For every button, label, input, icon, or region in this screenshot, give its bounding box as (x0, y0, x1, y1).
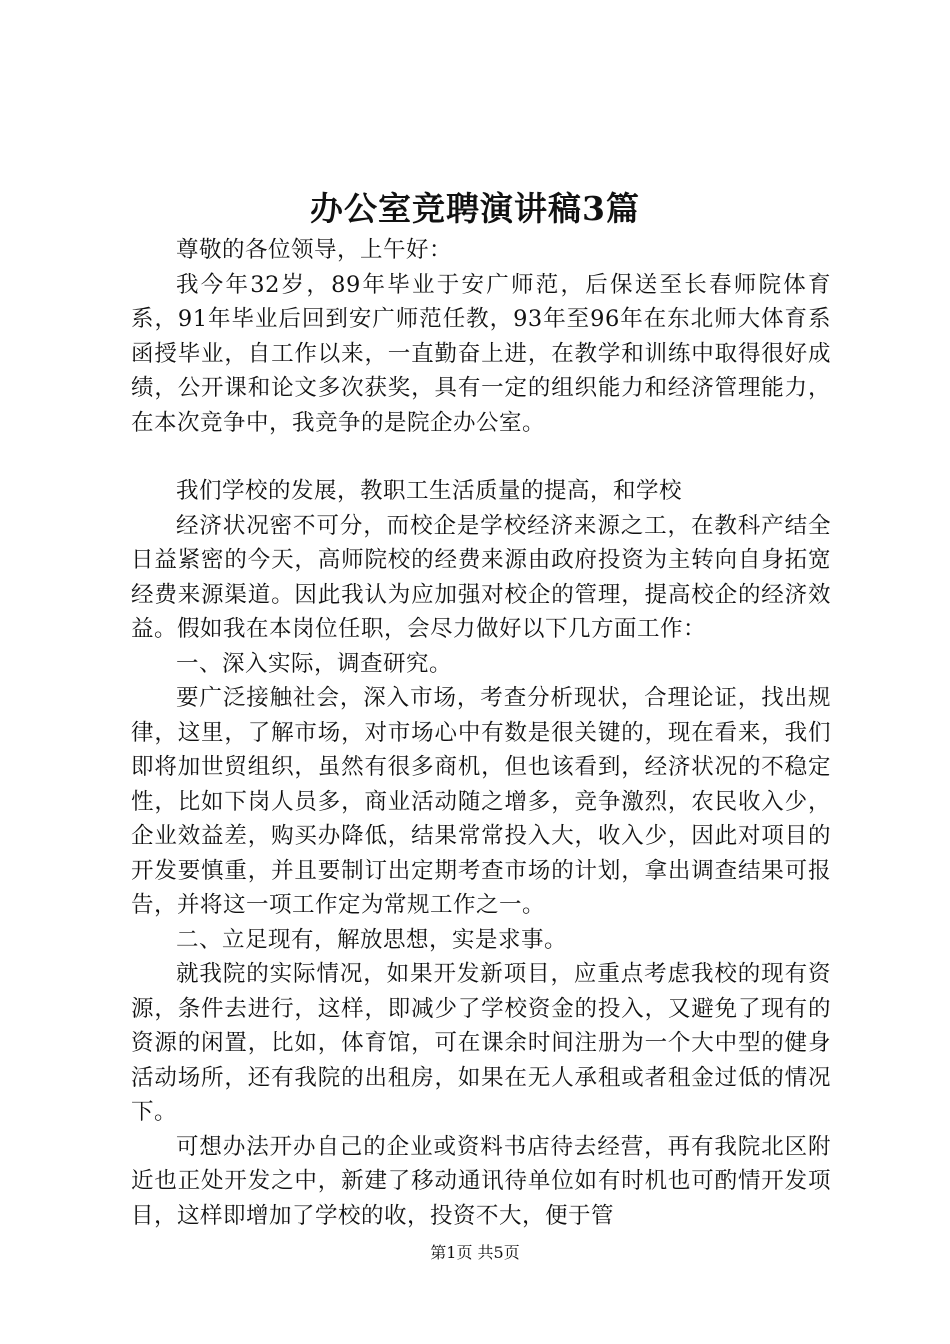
paragraph-introduction: 我今年32岁，89年毕业于安广师范，后保送至长春师院体育系，91年毕业后回到安广师范任教，93年至96年在东北师大体育系函授毕业，自工作以来，一直勤奋上进，在教学和训练中取得很好成绩，公开课和论文多次获奖，具有一定的组织能力和经济管理能力，在本次竞争中，我竞争的是院企办公室。 (131, 271, 831, 436)
paragraph-market-research: 要广泛接触社会，深入市场，考查分析现状，合理论证，找出规律，这里，了解市场，对市场心中有数是很关键的，现在看来，我们即将加世贸组织，虽然有很多商机，但也该看到，经济状况的不稳定性，比如下岗人员多，商业活动随之增多，竞争激烈，农民收入少，企业效益差，购买办降低，结果常常投入大，收入少，因此对项目的开发要慎重，并且要制订出定期考查市场的计划，拿出调查结果可报告，并将这一项工作定为常规工作之一。 (131, 685, 831, 918)
section-heading-two: 二、立足现有，解放思想，实是求事。 (176, 926, 568, 953)
paragraph-enterprise-plan: 可想办法开办自己的企业或资料书店待去经营，再有我院北区附近也正处开发之中，新建了移动通讯待单位如有时机也可酌情开发项目，这样即增加了学校的收，投资不大，便于管 (131, 1133, 831, 1229)
section-heading-one: 一、深入实际，调查研究。 (176, 650, 453, 677)
document-title: 办公室竞聘演讲稿3篇 (310, 189, 640, 228)
paragraph-existing-resources: 就我院的实际情况，如果开发新项目，应重点考虑我校的现有资源，条件去进行，这样，即减少了学校资金的投入，又避免了现有的资源的闲置，比如，体育馆，可在课余时间注册为一个大中型的健身活动场所，还有我院的出租房，如果在无人承租或者租金过低的情况下。 (131, 961, 831, 1125)
page-footer: 第1页 共5页 (430, 1243, 520, 1262)
document-body (131, 233, 831, 1233)
paragraph-economy: 经济状况密不可分，而校企是学校经济来源之工，在教科产结全日益紧密的今天，高师院校的经费来源由政府投资为主转向自身拓宽经费来源渠道。因此我认为应加强对校企的管理，提高校企的经济效益。假如我在本岗位任职，会尽力做好以下几方面工作： (131, 512, 831, 642)
paragraph-greeting: 尊敬的各位领导，上午好： (176, 237, 453, 263)
paragraph-development: 我们学校的发展，教职工生活质量的提高，和学校 (176, 478, 683, 504)
